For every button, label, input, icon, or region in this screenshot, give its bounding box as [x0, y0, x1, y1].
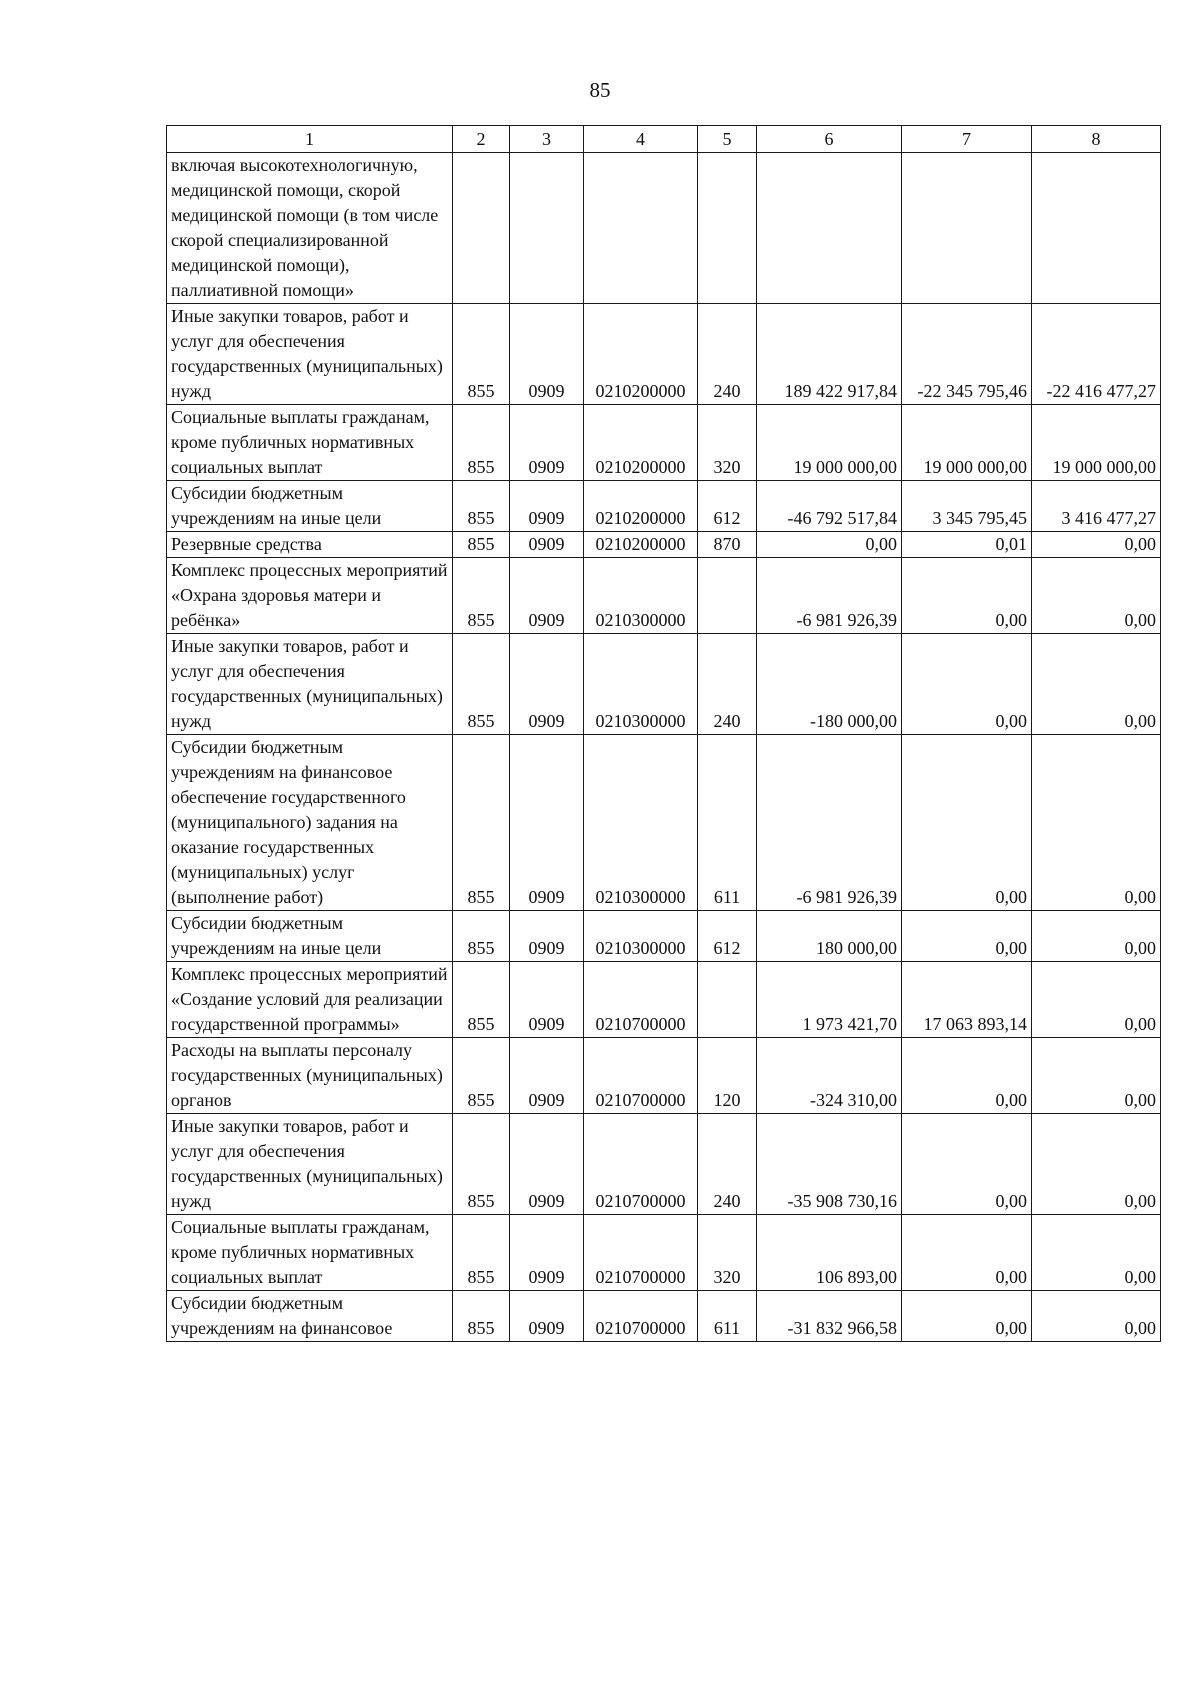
header-cell: 3 — [510, 126, 584, 153]
ministry-code-cell: 855 — [453, 735, 510, 911]
table-row — [167, 1291, 1161, 1342]
row-name-cell: Резервные средства — [167, 532, 453, 558]
table-row — [167, 405, 1161, 481]
amount-col7-cell: 3 345 795,45 — [902, 481, 1032, 532]
target-article-cell: 0210300000 — [584, 634, 698, 735]
row-name-cell: Субсидии бюджетным учреждениям на финансовое — [167, 1291, 453, 1342]
expense-type-cell: 240 — [698, 634, 757, 735]
row-name-cell: Социальные выплаты гражданам, кроме публичных нормативных социальных выплат — [167, 1215, 453, 1291]
amount-col6-cell: -6 981 926,39 — [757, 735, 902, 911]
target-article-cell: 0210300000 — [584, 911, 698, 962]
table-row — [167, 558, 1161, 634]
ministry-code-cell: 855 — [453, 962, 510, 1038]
expense-type-cell: 240 — [698, 304, 757, 405]
target-article-cell: 0210200000 — [584, 481, 698, 532]
section-code-cell: 0909 — [510, 405, 584, 481]
section-code-cell: 0909 — [510, 1215, 584, 1291]
amount-col6-cell: 19 000 000,00 — [757, 405, 902, 481]
amount-col7-cell: 0,00 — [902, 634, 1032, 735]
amount-col8-cell: 19 000 000,00 — [1032, 405, 1161, 481]
amount-col7-cell — [902, 153, 1032, 304]
row-name-cell: Субсидии бюджетным учреждениям на иные цели — [167, 911, 453, 962]
header-cell: 4 — [584, 126, 698, 153]
amount-col8-cell: 0,00 — [1032, 1038, 1161, 1114]
amount-col8-cell: 0,00 — [1032, 1114, 1161, 1215]
ministry-code-cell: 855 — [453, 532, 510, 558]
target-article-cell: 0210300000 — [584, 558, 698, 634]
ministry-code-cell — [453, 153, 510, 304]
expense-type-cell: 612 — [698, 911, 757, 962]
ministry-code-cell: 855 — [453, 1038, 510, 1114]
row-name-cell: Социальные выплаты гражданам, кроме публичных нормативных социальных выплат — [167, 405, 453, 481]
section-code-cell: 0909 — [510, 735, 584, 911]
amount-col6-cell: -46 792 517,84 — [757, 481, 902, 532]
expense-type-cell: 320 — [698, 1215, 757, 1291]
amount-col8-cell — [1032, 153, 1161, 304]
amount-col6-cell: -180 000,00 — [757, 634, 902, 735]
table-row — [167, 1215, 1161, 1291]
amount-col7-cell: 0,00 — [902, 911, 1032, 962]
amount-col8-cell: 0,00 — [1032, 735, 1161, 911]
section-code-cell: 0909 — [510, 558, 584, 634]
table-row — [167, 153, 1161, 304]
section-code-cell: 0909 — [510, 962, 584, 1038]
section-code-cell: 0909 — [510, 304, 584, 405]
section-code-cell: 0909 — [510, 634, 584, 735]
target-article-cell: 0210700000 — [584, 1291, 698, 1342]
amount-col6-cell: 106 893,00 — [757, 1215, 902, 1291]
section-code-cell: 0909 — [510, 481, 584, 532]
target-article-cell: 0210700000 — [584, 1038, 698, 1114]
amount-col6-cell: 1 973 421,70 — [757, 962, 902, 1038]
table-row — [167, 634, 1161, 735]
amount-col7-cell: 0,00 — [902, 1038, 1032, 1114]
row-name-cell: Иные закупки товаров, работ и услуг для обеспечения государственных (муниципальных) нужд — [167, 634, 453, 735]
amount-col6-cell: 189 422 917,84 — [757, 304, 902, 405]
table-row — [167, 532, 1161, 558]
header-row — [167, 126, 1161, 153]
amount-col7-cell: -22 345 795,46 — [902, 304, 1032, 405]
section-code-cell — [510, 153, 584, 304]
amount-col7-cell: 0,00 — [902, 558, 1032, 634]
row-name-cell: Расходы на выплаты персоналу государственных (муниципальных) органов — [167, 1038, 453, 1114]
amount-col7-cell: 0,00 — [902, 1291, 1032, 1342]
section-code-cell: 0909 — [510, 1114, 584, 1215]
amount-col8-cell: -22 416 477,27 — [1032, 304, 1161, 405]
amount-col6-cell — [757, 153, 902, 304]
amount-col7-cell: 17 063 893,14 — [902, 962, 1032, 1038]
target-article-cell: 0210200000 — [584, 532, 698, 558]
expense-type-cell: 611 — [698, 735, 757, 911]
ministry-code-cell: 855 — [453, 304, 510, 405]
expense-type-cell — [698, 962, 757, 1038]
table-row — [167, 911, 1161, 962]
expense-type-cell: 870 — [698, 532, 757, 558]
target-article-cell: 0210200000 — [584, 405, 698, 481]
amount-col8-cell: 0,00 — [1032, 532, 1161, 558]
target-article-cell: 0210300000 — [584, 735, 698, 911]
amount-col6-cell: -35 908 730,16 — [757, 1114, 902, 1215]
row-name-cell: включая высокотехнологичную, медицинской помощи, скорой медицинской помощи (в том числе скорой специализированной медицинской помощи), паллиативной помощи» — [167, 153, 453, 304]
budget-table — [166, 125, 1161, 1342]
table-row — [167, 735, 1161, 911]
table-row — [167, 304, 1161, 405]
row-name-cell: Иные закупки товаров, работ и услуг для обеспечения государственных (муниципальных) нужд — [167, 304, 453, 405]
amount-col6-cell: 0,00 — [757, 532, 902, 558]
amount-col7-cell: 0,01 — [902, 532, 1032, 558]
target-article-cell: 0210200000 — [584, 304, 698, 405]
table-row — [167, 1038, 1161, 1114]
ministry-code-cell: 855 — [453, 1291, 510, 1342]
amount-col7-cell: 0,00 — [902, 735, 1032, 911]
table-row — [167, 1114, 1161, 1215]
section-code-cell: 0909 — [510, 1291, 584, 1342]
table-row — [167, 962, 1161, 1038]
header-cell: 8 — [1032, 126, 1161, 153]
amount-col8-cell: 0,00 — [1032, 911, 1161, 962]
amount-col8-cell: 0,00 — [1032, 634, 1161, 735]
amount-col8-cell: 3 416 477,27 — [1032, 481, 1161, 532]
expense-type-cell: 320 — [698, 405, 757, 481]
ministry-code-cell: 855 — [453, 1215, 510, 1291]
row-name-cell: Иные закупки товаров, работ и услуг для обеспечения государственных (муниципальных) нужд — [167, 1114, 453, 1215]
amount-col7-cell: 0,00 — [902, 1215, 1032, 1291]
header-cell: 5 — [698, 126, 757, 153]
page-number: 85 — [589, 78, 611, 102]
target-article-cell: 0210700000 — [584, 962, 698, 1038]
amount-col6-cell: -324 310,00 — [757, 1038, 902, 1114]
section-code-cell: 0909 — [510, 911, 584, 962]
expense-type-cell: 611 — [698, 1291, 757, 1342]
row-name-cell: Субсидии бюджетным учреждениям на финансовое обеспечение государственного (муниципального) задания на оказание государственных (муниципальных) услуг (выполнение работ) — [167, 735, 453, 911]
ministry-code-cell: 855 — [453, 405, 510, 481]
amount-col6-cell: -6 981 926,39 — [757, 558, 902, 634]
expense-type-cell — [698, 153, 757, 304]
amount-col6-cell: 180 000,00 — [757, 911, 902, 962]
amount-col8-cell: 0,00 — [1032, 1215, 1161, 1291]
section-code-cell: 0909 — [510, 1038, 584, 1114]
ministry-code-cell: 855 — [453, 911, 510, 962]
section-code-cell: 0909 — [510, 532, 584, 558]
expense-type-cell: 612 — [698, 481, 757, 532]
amount-col6-cell: -31 832 966,58 — [757, 1291, 902, 1342]
header-cell: 2 — [453, 126, 510, 153]
ministry-code-cell: 855 — [453, 481, 510, 532]
row-name-cell: Субсидии бюджетным учреждениям на иные цели — [167, 481, 453, 532]
target-article-cell: 0210700000 — [584, 1114, 698, 1215]
expense-type-cell: 120 — [698, 1038, 757, 1114]
target-article-cell: 0210700000 — [584, 1215, 698, 1291]
header-cell: 6 — [757, 126, 902, 153]
amount-col8-cell: 0,00 — [1032, 1291, 1161, 1342]
amount-col8-cell: 0,00 — [1032, 558, 1161, 634]
amount-col7-cell: 19 000 000,00 — [902, 405, 1032, 481]
row-name-cell: Комплекс процессных мероприятий «Создание условий для реализации государственной программы» — [167, 962, 453, 1038]
expense-type-cell — [698, 558, 757, 634]
table-row — [167, 481, 1161, 532]
ministry-code-cell: 855 — [453, 1114, 510, 1215]
expense-type-cell: 240 — [698, 1114, 757, 1215]
ministry-code-cell: 855 — [453, 558, 510, 634]
amount-col8-cell: 0,00 — [1032, 962, 1161, 1038]
header-cell: 1 — [167, 126, 453, 153]
header-cell: 7 — [902, 126, 1032, 153]
amount-col7-cell: 0,00 — [902, 1114, 1032, 1215]
ministry-code-cell: 855 — [453, 634, 510, 735]
row-name-cell: Комплекс процессных мероприятий «Охрана здоровья матери и ребёнка» — [167, 558, 453, 634]
target-article-cell — [584, 153, 698, 304]
table-body — [167, 126, 1161, 1342]
